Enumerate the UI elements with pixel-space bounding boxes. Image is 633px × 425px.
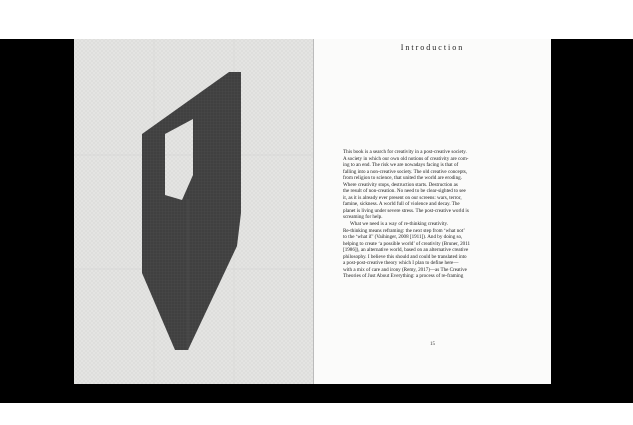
text-line: philosophy. I believe this should and could be translated into [343,253,467,260]
text-line: helping to create ‘a possible world’ of creativity (Bruner, 2011 [343,240,471,247]
text-line: to the ‘what if’ (Vaihinger, 2008 [1911]). And by doing so, [343,234,463,241]
text-line: it, as it is already ever present on our screens: wars, terror, [343,194,462,201]
text-line: falling into a non-creative society. The old creative concepts, [343,168,468,175]
book-spread [0,39,633,403]
text-line: screaming for help. [343,214,383,221]
text-line: What we need is a way of re-thinking creativity. [350,221,448,228]
text-line: a post-post-creative theory which I plan to define here— [343,260,459,267]
text-line: ing to an end. The risk we are nowadays facing is that of [343,162,459,169]
page-number: 15 [430,342,435,347]
textile-artwork-image [74,39,313,384]
text-line: [1986]), an alternative world, based on an alternative creative [343,247,469,254]
text-line: from religion to science, that united the world are eroding. [343,175,462,182]
body-text [343,149,513,280]
right-page-text [314,39,551,384]
text-line: A society in which our own old notions of creativity are com- [343,155,469,162]
text-line: planet is living under severe stress. The post-creative world is [343,207,469,214]
text-line: Where creativity stops, destruction starts. Destruction as [343,181,458,188]
running-head: Introduction [400,43,465,52]
text-line: Theories of Just About Everything: a process of re-framing [343,273,464,280]
text-line: with a mix of care and irony (Remy, 2017)—as The Creative [343,266,467,273]
text-line: famine, sickness. A world full of violence and decay. The [343,201,460,208]
text-line: the result of non-creation. No need to be clear-sighted to see [343,188,466,195]
text-line: This book is a search for creativity in a post-creative society. [343,149,467,155]
text-line: Re-thinking means reframing: the next step from ‘what not’ [343,227,465,234]
left-page-artwork [74,39,313,384]
